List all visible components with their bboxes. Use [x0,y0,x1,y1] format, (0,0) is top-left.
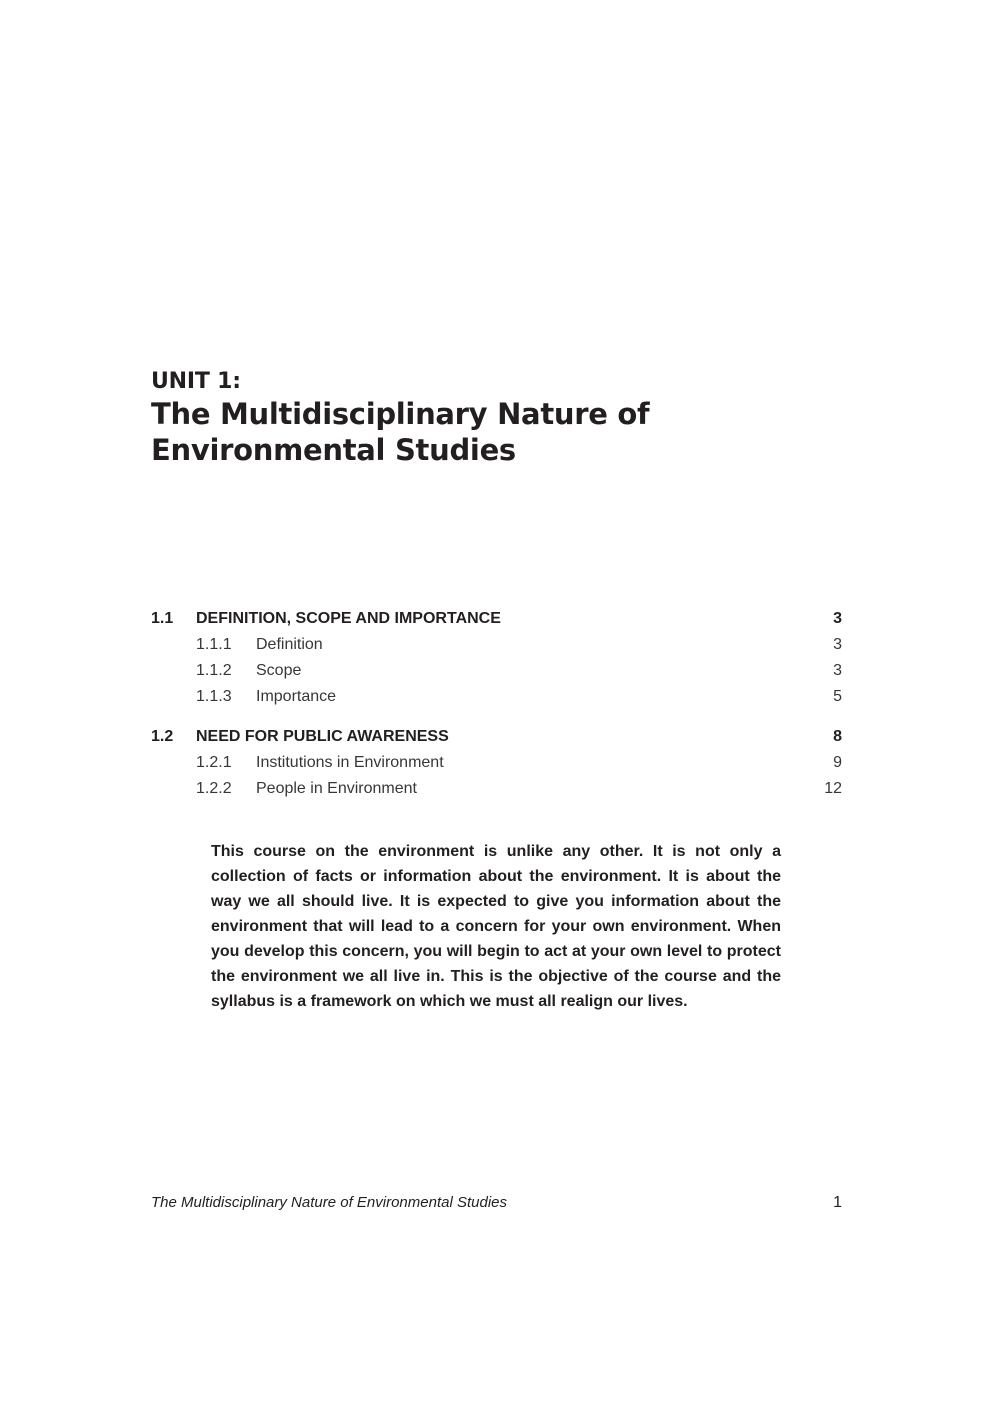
toc-subentry[interactable] [151,750,842,776]
toc-section [151,724,842,802]
unit-title-line-2: Environmental Studies [151,433,516,467]
page-footer [151,1191,842,1215]
toc-subentry[interactable] [151,684,842,710]
toc-entry-number: 1.2 [151,728,174,745]
toc-subentry[interactable] [151,776,842,802]
toc-subentry-title: Institutions in Environment [256,754,444,771]
toc-subentry-page: 3 [833,662,842,679]
toc-entry-page: 3 [833,610,842,627]
toc-subentry-title: People in Environment [256,780,417,797]
toc-subentry-number: 1.1.1 [196,636,232,653]
toc-subentry-title: Scope [256,662,302,679]
toc-subentry-page: 9 [833,754,842,771]
toc-subentry-number: 1.1.3 [196,688,232,705]
unit-title-line-1: The Multidisciplinary Nature of [151,397,650,431]
toc-subentry-number: 1.2.1 [196,754,232,771]
toc-entry[interactable] [151,724,842,750]
toc-subentry-page: 3 [833,636,842,653]
toc-subentry-page: 12 [824,780,842,797]
toc-entry-title: DEFINITION, SCOPE AND IMPORTANCE [196,610,501,627]
toc-entry[interactable] [151,606,842,632]
table-of-contents [151,606,842,816]
toc-section [151,606,842,710]
unit-label: UNIT 1: [151,369,241,394]
toc-subentry-title: Importance [256,688,337,705]
toc-subentry-page: 5 [833,688,842,705]
intro-paragraph: This course on the environment is unlike any other. It is not only a collection of facts or information about the environment. It is about the way we all should live. It is expected to give you information about the environment that will lead to a concern for your own environment. When you develop this concern, you will begin to act at your own level to protect the environment we all live in. This is the objective of the course and the syllabus is a framework on which we must all realign our lives. [211,843,781,1010]
toc-subentry-title: Definition [256,636,323,653]
toc-entry-number: 1.1 [151,610,174,627]
toc-subentry[interactable] [151,658,842,684]
page-number: 1 [833,1194,842,1211]
running-title: The Multidisciplinary Nature of Environmental Studies [151,1194,507,1211]
toc-subentry-number: 1.1.2 [196,662,232,679]
unit-header [151,368,851,468]
toc-entry-page: 8 [833,728,842,745]
toc-subentry-number: 1.2.2 [196,780,232,797]
toc-entry-title: NEED FOR PUBLIC AWARENESS [196,728,449,745]
toc-subentry[interactable] [151,632,842,658]
